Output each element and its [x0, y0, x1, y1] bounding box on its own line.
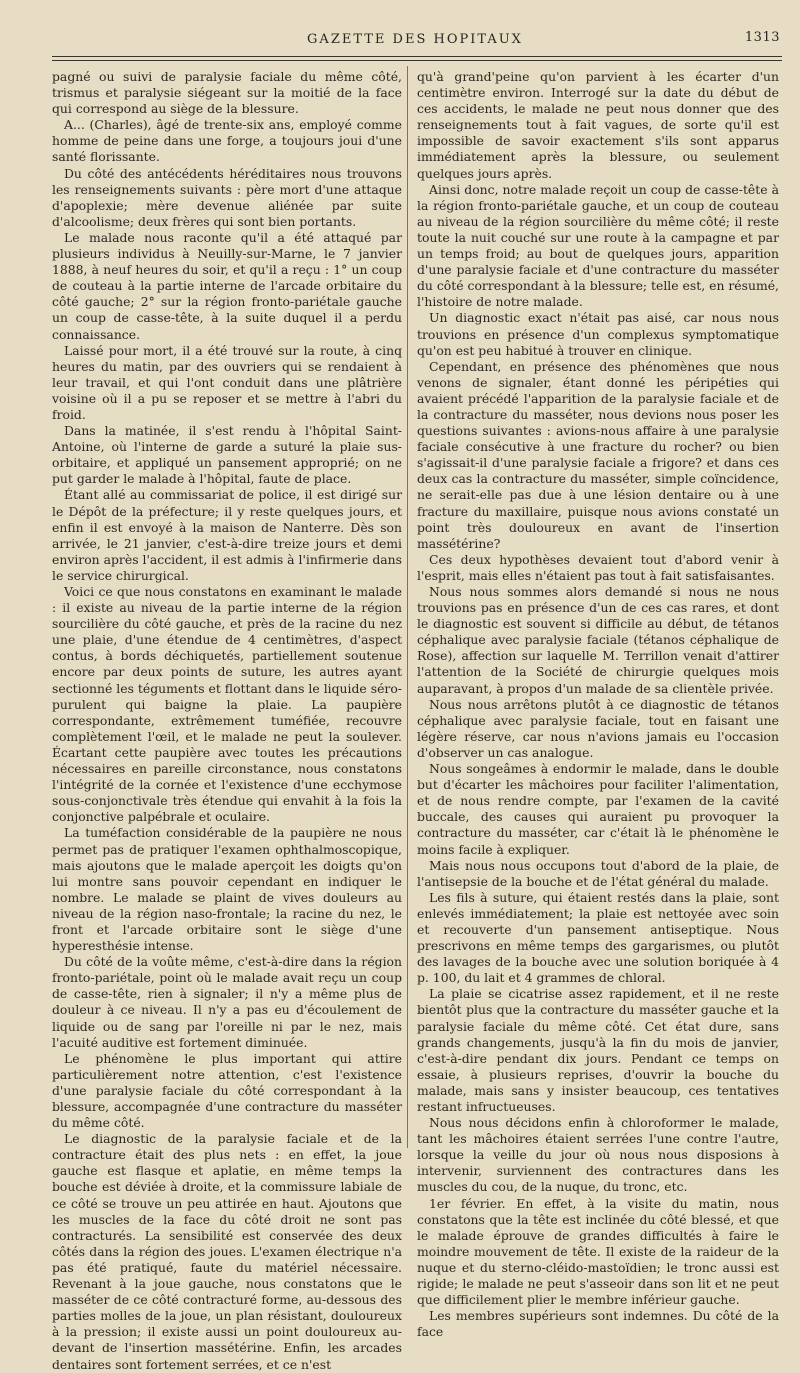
column-divider: [407, 66, 408, 1148]
paragraph: Nous nous décidons enfin à chloroformer le malade, tant les mâchoires étaient serrées l'une contre l'autre, lorsque la veille du jour où nous nous disposions à intervenir, surviennent des contractures dans les muscles du cou, de la nuque, du tronc, etc.: [417, 1115, 779, 1195]
paragraph: Cependant, en présence des phénomènes que nous venons de signaler, étant donné les péripéties qui avaient précédé l'apparition de la paralysie faciale et de la contracture du masséter, nous devions nous poser les questions suivantes : avions-nous affaire à une paralysie faciale consécutive à une fracture du rocher? ou bien s'agissait-il d'une paralysie faciale a frigore? et dans ces deux cas la contracture du masséter, simple coïncidence, ne serait-elle pas due à une lésion dentaire ou à une fracture du maxillaire, puisque nous avions constaté un point très douloureux en avant de l'insertion massétérine?: [417, 358, 779, 551]
paragraph: Le diagnostic de la paralysie faciale et de la contracture était des plus nets : en effet, la joue gauche est flasque et aplatie, en même temps la bouche est déviée à droite, et la commissure labiale de ce côté se trouve un peu attirée en haut. Ajoutons que les muscles de la face du côté droit ne sont pas contracturés. La sensibilité est conservée des deux côtés dans la région des joues. L'examen électrique n'a pas été pratiqué, faute du matériel nécessaire. Revenant à la joue gauche, nous constatons que le masséter de ce côté contracturé forme, au-dessous des parties molles de la joue, un plan résistant, douloureux à la pression; il existe aussi un point douloureux au-devant de l'insertion massétérine. Enfin, les arcades dentaires sont fortement serrées, et ce n'est: [52, 1131, 402, 1372]
paragraph: Le phénomène le plus important qui attire particulièrement notre attention, c'est l'existence d'une paralysie faciale du côté correspondant à la blessure, accompagnée d'une contracture du masséter du même côté.: [52, 1050, 402, 1131]
header-rule-top: [52, 56, 782, 57]
left-column: [52, 69, 402, 1372]
paragraph: Étant allé au commissariat de police, il est dirigé sur le Dépôt de la préfecture; il y reste quelques jours, et enfin il est envoyé à la maison de Nanterre. Dès son arrivée, le 21 janvier, c'est-à-dire treize jours et demi environ après l'accident, il est admis à l'infirmerie dans le service chirurgical.: [52, 487, 402, 583]
paragraph: Ces deux hypothèses devaient tout d'abord venir à l'esprit, mais elles n'étaient pas tout à fait satisfaisantes.: [417, 551, 779, 583]
paragraph: Nous nous sommes alors demandé si nous ne nous trouvions pas en présence d'un de ces cas rares, et dont le diagnostic est souvent si difficile au début, de tétanos céphalique avec paralysie faciale (tétanos céphalique de Rose), affection sur laquelle M. Terrillon venait d'attirer l'attention de la Société de chirurgie quelques mois auparavant, à propos d'un malade de sa clientèle privée.: [417, 584, 779, 696]
paragraph: qu'à grand'peine qu'on parvient à les écarter d'un centimètre environ. Interrogé sur la date du début de ces accidents, le malade ne peut nous donner que des renseignements tout à fait vagues, de sorte qu'il est impossible de savoir exactement s'ils sont apparus immédiatement après la blessure, ou seulement quelques jours après.: [417, 69, 779, 181]
paragraph: Mais nous nous occupons tout d'abord de la plaie, de l'antisepsie de la bouche et de l'état général du malade.: [417, 857, 779, 889]
paragraph: pagné ou suivi de paralysie faciale du même côté, trismus et paralysie siégeant sur la moitié de la face qui correspond au siège de la blessure.: [52, 69, 402, 117]
paragraph: La plaie se cicatrise assez rapidement, et il ne reste bientôt plus que la contracture du masséter gauche et la paralysie faciale du même côté. Cet état dure, sans grands changements, jusqu'à la fin du mois de janvier, c'est-à-dire pendant dix jours. Pendant ce temps on essaie, à plusieurs reprises, d'ouvrir la bouche du malade, mais sans y insister beaucoup, ces tentatives restant infructueuses.: [417, 986, 779, 1114]
paragraph: Voici ce que nous constatons en examinant le malade : il existe au niveau de la partie interne de la région sourcilière du côté gauche, et près de la racine du nez une plaie, d'une étendue de 4 centimètres, d'aspect contus, à bords déchiquetés, partiellement soutenue encore par deux points de suture, les autres ayant sectionné les téguments et flottant dans le liquide séro-purulent qui baigne la plaie. La paupière correspondante, extrêmement tuméfiée, recouvre complètement l'œil, et le malade ne peut la soulever. Écartant cette paupière avec toutes les précautions nécessaires en pareille circonstance, nous constatons l'intégrité de la cornée et l'existence d'une ecchymose sous-conjonctivale très étendue qui envahit à la fois la conjonctive palpébrale et oculaire.: [52, 584, 402, 825]
paragraph: Nous nous arrêtons plutôt à ce diagnostic de tétanos céphalique avec paralysie faciale, tout en faisant une légère réserve, car nous n'avions jamais eu l'occasion d'observer un cas analogue.: [417, 696, 779, 760]
page-number: 1313: [744, 30, 780, 45]
running-title: GAZETTE DES HOPITAUX: [307, 32, 523, 47]
paragraph: Ainsi donc, notre malade reçoit un coup de casse-tête à la région fronto-pariétale gauche, et un coup de couteau au niveau de la région sourcilière du même côté; il reste toute la nuit couché sur une route à la campagne et par un temps froid; au bout de quelques jours, apparition d'une paralysie faciale et d'une contracture du masséter du côté correspondant à la blessure; telle est, en résumé, l'histoire de notre malade.: [417, 181, 779, 310]
paragraph: Les fils à suture, qui étaient restés dans la plaie, sont enlevés immédiatement; la plaie est nettoyée avec soin et recouverte d'un pansement antiseptique. Nous prescrivons en même temps des gargarismes, ou plutôt des lavages de la bouche avec une solution boriquée à 4 p. 100, du lait et 4 grammes de chloral.: [417, 889, 779, 986]
paragraph: 1er février. En effet, à la visite du matin, nous constatons que la tête est inclinée du côté blessé, et que le malade éprouve de grandes difficultés à faire le moindre mouvement de tête. Il existe de la raideur de la nuque et du sterno-cléido-mastoïdien; le tronc aussi est rigide; le malade ne peut s'asseoir dans son lit et ne peut que difficilement plier le membre inférieur gauche.: [417, 1195, 779, 1308]
paragraph: Un diagnostic exact n'était pas aisé, car nous nous trouvions en présence d'un complexus symptomatique qu'on est peu habitué à trouver en clinique.: [417, 310, 779, 358]
paragraph: Dans la matinée, il s'est rendu à l'hôpital Saint-Antoine, où l'interne de garde a suturé la plaie sus-orbitaire, et appliqué un pansement approprié; on ne put garder le malade à l'hôpital, faute de place.: [52, 423, 402, 487]
paragraph: Les membres supérieurs sont indemnes. Du côté de la face: [417, 1308, 779, 1340]
paragraph: Nous songeâmes à endormir le malade, dans le double but d'écarter les mâchoires pour faciliter l'alimentation, et de nous rendre compte, par l'examen de la cavité buccale, des causes qui auraient pu provoquer la contracture du masséter, car c'était là le phénomène le moins facile à expliquer.: [417, 761, 779, 857]
right-column: [417, 69, 779, 1340]
paragraph: Laissé pour mort, il a été trouvé sur la route, à cinq heures du matin, par des ouvriers qui se rendaient à leur travail, et qui l'ont conduit dans une plâtrière voisine où il a pu se reposer et se mettre à l'abri du froid.: [52, 342, 402, 422]
paragraph: Du côté de la voûte même, c'est-à-dire dans la région fronto-pariétale, point où le malade avait reçu un coup de casse-tête, rien à signaler; il n'y a même plus de douleur à ce niveau. Il n'y a pas eu d'écoulement de liquide ou de sang par l'oreille ni par le nez, mais l'acuité auditive est fortement diminuée.: [52, 954, 402, 1050]
paragraph: La tuméfaction considérable de la paupière ne nous permet pas de pratiquer l'examen ophthalmoscopique, mais ajoutons que le malade aperçoit les doigts qu'on lui montre sans pouvoir cependant en indiquer le nombre. Le malade se plaint de vives douleurs au niveau de la région naso-frontale; la racine du nez, le front et l'arcade orbitaire sont le siège d'une hyperesthésie intense.: [52, 825, 402, 954]
paragraph: A... (Charles), âgé de trente-six ans, employé comme homme de peine dans une forge, a toujours joui d'une santé florissante.: [52, 117, 402, 165]
header-rule-bottom: [52, 60, 782, 61]
page-header: [48, 26, 782, 56]
paragraph: Du côté des antécédents héréditaires nous trouvons les renseignements suivants : père mort d'une attaque d'apoplexie; mère devenue aliénée par suite d'alcoolisme; deux frères qui sont bien portants.: [52, 165, 402, 229]
paragraph: Le malade nous raconte qu'il a été attaqué par plusieurs individus à Neuilly-sur-Marne, le 7 janvier 1888, à neuf heures du soir, et qu'il a reçu : 1° un coup de couteau à la partie interne de l'arcade orbitaire du côté gauche; 2° sur la région fronto-pariétale gauche un coup de casse-tête, à la suite duquel il a perdu connaissance.: [52, 229, 402, 342]
